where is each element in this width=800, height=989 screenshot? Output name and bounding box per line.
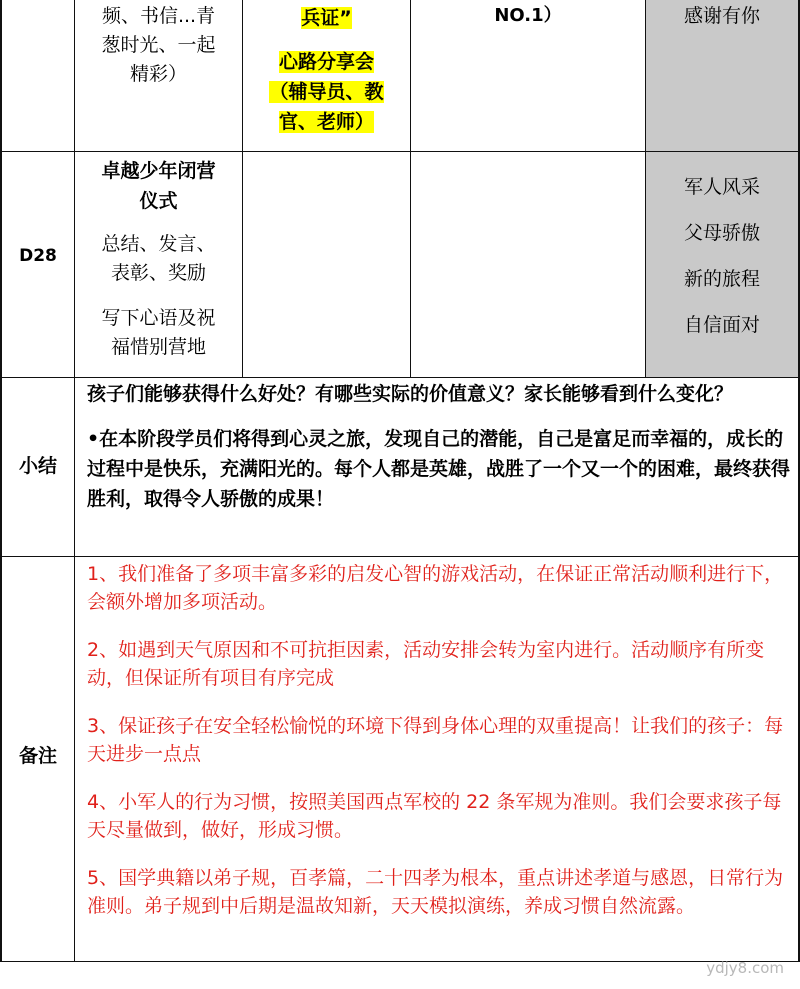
note-item: 3、保证孩子在安全轻松愉悦的环境下得到身体心理的双重提高！让我们的孩子：每天进步一点点: [87, 715, 784, 765]
highlight-xinlu: 心路分享会: [278, 51, 374, 73]
highlight-laoshi: 官、老师）: [278, 111, 374, 133]
d28-right-item: 父母骄傲: [683, 222, 760, 244]
summary-question: 孩子们能够获得什么好处？有哪些实际的价值意义？家长能够看到什么变化？: [87, 383, 734, 405]
top-row-col3: [243, 0, 410, 137]
d28-content: [76, 152, 241, 362]
note-item: 1、我们准备了多项丰富多彩的启发心智的游戏活动，在保证正常活动顺利进行下，会额外增加多项活动。: [87, 563, 784, 613]
d28-right-list: [646, 172, 798, 356]
d28-right-item: 军人风采: [683, 176, 760, 198]
summary-label: 小结: [18, 455, 57, 477]
summary-content: [87, 380, 792, 514]
watermark: ydjy8.com: [706, 959, 784, 977]
d28-right-item: 自信面对: [683, 314, 760, 336]
note-item: 4、小军人的行为习惯，按照美国西点军校的 22 条军规为准则。我们会要求孩子每天尽量做到，做好，形成习惯。: [87, 791, 782, 841]
d28-right-item: 新的旅程: [683, 268, 760, 290]
top-row-col2-text: 频、书信...青 葱时光、一起 精彩）: [101, 5, 216, 85]
top-row-col4-text: NO.1）: [494, 5, 562, 26]
note-item: 2、如遇到天气原因和不可抗拒因素，活动安排会转为室内进行。活动顺序有所变动，但保证所有项目有序完成: [87, 639, 765, 689]
d28-title-line1: 卓越少年闭营: [101, 160, 216, 182]
highlight-fudaoyuan: （辅导员、教: [269, 81, 384, 103]
highlight-bingzheng: 兵证”: [301, 7, 352, 29]
d28-title-line2: 仪式: [139, 190, 178, 212]
d28-label: D28: [19, 246, 57, 266]
note-item: 5、国学典籍以弟子规，百孝篇，二十四孝为根本，重点讲述孝道与感恩，日常行为准则。弟子规到中后期是温故知新，天天模拟演练，养成习惯自然流露。: [87, 867, 784, 917]
notes-content: [87, 560, 792, 920]
summary-point: •在本阶段学员们将得到心灵之旅，发现自己的潜能，自己是富足而幸福的，成长的过程中是快乐，充满阳光的。每个人都是英雄，战胜了一个又一个的困难，最终获得胜利，取得令人骄傲的成果！: [87, 428, 791, 510]
d28-text-farewell: 写下心语及祝 福惜别营地: [101, 307, 216, 358]
d28-text-summary: 总结、发言、 表彰、奖励: [101, 233, 216, 284]
notes-label: 备注: [18, 745, 57, 767]
top-row-col5-text: 感谢有你: [683, 5, 760, 27]
